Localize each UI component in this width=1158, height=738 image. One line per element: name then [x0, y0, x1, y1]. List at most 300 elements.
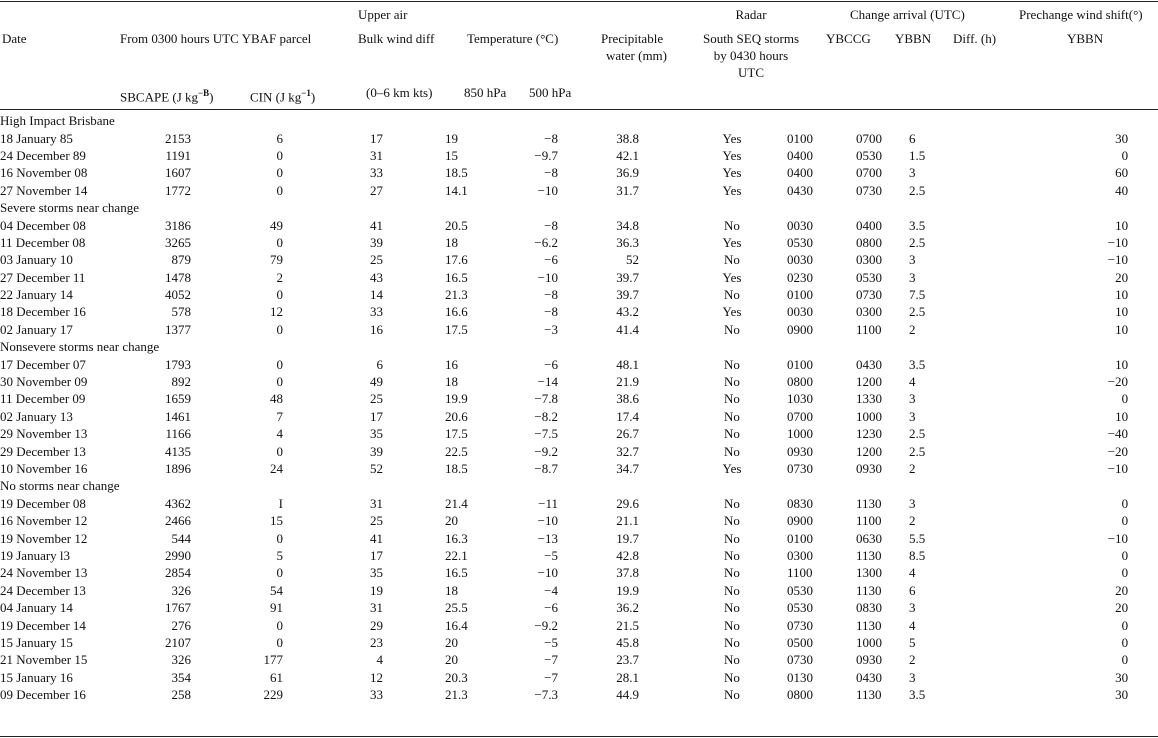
- diff-cell: 2: [909, 461, 916, 476]
- header-change-arrival: Change arrival (UTC): [850, 7, 965, 22]
- group-label: No storms near change: [0, 478, 120, 494]
- header-ybbn: YBBN: [895, 31, 932, 46]
- t850-cell: 18.5: [445, 165, 468, 181]
- table-row: [0, 303, 1158, 320]
- ybccg-cell: 0900: [787, 321, 813, 337]
- wind-shift-cell: 0: [1121, 147, 1129, 163]
- diff-cell: 4: [909, 374, 916, 390]
- ybbn-cell: 1230: [856, 426, 882, 442]
- pw-cell: 29.6: [616, 495, 639, 511]
- pw-cell: 41.4: [616, 321, 639, 337]
- date-cell: 21 November 15: [0, 652, 88, 668]
- table-row: [0, 373, 1158, 390]
- ybbn-cell: 0830: [856, 600, 882, 616]
- pw-cell: 44.9: [616, 687, 639, 703]
- sbcape-cell: 4362: [165, 495, 191, 511]
- cin-cell: 177: [263, 652, 283, 668]
- cin-cell: 49: [270, 217, 283, 233]
- t850-cell: 19.9: [445, 391, 468, 407]
- table-row: [0, 616, 1158, 633]
- header-date: Date: [2, 31, 27, 46]
- t850-cell: 20.6: [445, 408, 468, 424]
- diff-cell: 2.5: [909, 304, 926, 320]
- pw-cell: 48.1: [616, 356, 639, 372]
- group-label: High Impact Brisbane: [0, 113, 115, 129]
- date-cell: 29 November 13: [0, 426, 88, 442]
- cin-cell: 0: [276, 182, 283, 198]
- sbcape-cell: 2153: [165, 130, 191, 146]
- t850-cell: 21.3: [445, 287, 468, 303]
- ybbn-cell: 1300: [856, 565, 882, 581]
- t500-cell: −10: [537, 565, 558, 581]
- header-sbcape: [120, 85, 214, 105]
- sbcape-cell: 326: [171, 652, 191, 668]
- sbcape-cell: 1461: [165, 408, 191, 424]
- group-label: Severe storms near change: [0, 200, 139, 216]
- radar-cell: No: [724, 321, 740, 337]
- date-cell: 27 December 11: [0, 269, 86, 285]
- t850-cell: 17.6: [445, 252, 468, 268]
- bulk-wind-cell: 19: [370, 582, 383, 598]
- group-row: [0, 477, 1158, 494]
- diff-cell: 6: [909, 582, 916, 598]
- diff-cell: 3: [909, 269, 916, 285]
- ybbn-cell: 1200: [856, 443, 882, 459]
- diff-cell: 3: [909, 669, 916, 685]
- ybccg-cell: 0030: [787, 304, 813, 320]
- group-row: [0, 112, 1158, 129]
- ybbn-cell: 0730: [856, 182, 882, 198]
- radar-cell: No: [724, 617, 740, 633]
- bulk-wind-cell: 35: [370, 565, 383, 581]
- cin-cell: 0: [276, 287, 283, 303]
- diff-cell: 3.5: [909, 217, 926, 233]
- top-rule: [0, 1, 1158, 2]
- bulk-wind-cell: 31: [370, 600, 383, 616]
- table-row: [0, 286, 1158, 303]
- table-row: [0, 321, 1158, 338]
- table-row: [0, 547, 1158, 564]
- pw-cell: 34.8: [616, 217, 639, 233]
- sbcape-cell: 578: [171, 304, 191, 320]
- bulk-wind-cell: 39: [370, 234, 383, 250]
- wind-shift-cell: 0: [1121, 617, 1129, 633]
- pw-cell: 23.7: [616, 652, 639, 668]
- sbcape-cell: 1191: [165, 147, 191, 163]
- sbcape-cell: 3265: [165, 234, 191, 250]
- cin-cell: 48: [270, 391, 283, 407]
- pw-cell: 39.7: [616, 287, 639, 303]
- t850-cell: 20: [445, 634, 458, 650]
- ybccg-cell: 0700: [787, 408, 813, 424]
- cin-cell: 24: [270, 461, 283, 476]
- wind-shift-cell: −10: [1107, 234, 1129, 250]
- header-radar-line3: UTC: [738, 65, 764, 80]
- pw-cell: 32.7: [616, 443, 639, 459]
- header-radar: Radar: [735, 7, 767, 22]
- sbcape-cell: 879: [171, 252, 191, 268]
- t500-cell: −5: [544, 634, 558, 650]
- ybccg-cell: 0400: [787, 165, 813, 181]
- wind-shift-cell: −20: [1107, 374, 1129, 390]
- table-row: [0, 251, 1158, 268]
- t850-cell: 18: [445, 582, 458, 598]
- pw-cell: 43.2: [616, 304, 639, 320]
- ybccg-cell: 1030: [787, 391, 813, 407]
- ybccg-cell: 0400: [787, 147, 813, 163]
- wind-shift-cell: 20: [1115, 269, 1129, 285]
- t500-cell: −9.7: [534, 147, 558, 163]
- radar-cell: Yes: [722, 147, 742, 163]
- table-row: [0, 686, 1158, 703]
- sbcape-cell: 892: [171, 374, 191, 390]
- ybbn-cell: 0930: [856, 652, 882, 668]
- bulk-wind-cell: 17: [370, 547, 383, 563]
- t850-cell: 21.3: [445, 687, 468, 703]
- header-cin-text: CIN (J kg: [250, 89, 302, 105]
- sbcape-cell: 2107: [165, 634, 191, 650]
- table-row: [0, 582, 1158, 599]
- date-cell: 11 December 08: [0, 234, 86, 250]
- wind-shift-cell: 30: [1115, 130, 1129, 146]
- table-row: [0, 425, 1158, 442]
- pw-cell: 36.2: [616, 600, 639, 616]
- date-cell: 15 January 16: [0, 669, 73, 685]
- t500-cell: −7: [544, 669, 558, 685]
- bulk-wind-cell: 33: [370, 165, 383, 181]
- t850-cell: 17.5: [445, 321, 468, 337]
- t500-cell: −4: [544, 582, 558, 598]
- cin-cell: 12: [270, 304, 283, 320]
- wind-shift-cell: 0: [1121, 652, 1129, 668]
- header-bulk-wind: Bulk wind diff: [358, 31, 435, 46]
- t850-cell: 16.6: [445, 304, 468, 320]
- header-radar-line1: South SEQ storms: [702, 31, 800, 46]
- wind-shift-cell: 20: [1115, 600, 1129, 616]
- ybccg-cell: 0230: [787, 269, 813, 285]
- pw-cell: 52: [626, 252, 639, 268]
- table-row: [0, 147, 1158, 164]
- wind-shift-cell: 40: [1115, 182, 1129, 198]
- ybbn-cell: 0300: [856, 304, 882, 320]
- wind-shift-cell: −20: [1107, 443, 1129, 459]
- sbcape-cell: 1659: [165, 391, 191, 407]
- radar-cell: No: [724, 443, 740, 459]
- t500-cell: −9.2: [534, 617, 558, 633]
- pw-cell: 38.6: [616, 391, 639, 407]
- ybccg-cell: 0100: [787, 530, 813, 546]
- pw-cell: 42.1: [616, 147, 639, 163]
- ybccg-cell: 0530: [787, 234, 813, 250]
- table-row: [0, 390, 1158, 407]
- ybbn-cell: 0430: [856, 669, 882, 685]
- ybbn-cell: 0530: [856, 147, 882, 163]
- ybbn-cell: 0930: [856, 461, 882, 476]
- ybbn-cell: 0530: [856, 269, 882, 285]
- sbcape-cell: 2466: [165, 513, 191, 529]
- t500-cell: −8: [544, 304, 558, 320]
- radar-cell: No: [724, 374, 740, 390]
- ybccg-cell: 0500: [787, 634, 813, 650]
- t850-cell: 18: [445, 374, 458, 390]
- radar-cell: No: [724, 408, 740, 424]
- group-label: Nonsevere storms near change: [0, 339, 160, 355]
- pw-cell: 19.7: [616, 530, 639, 546]
- sbcape-cell: 1377: [165, 321, 191, 337]
- bulk-wind-cell: 41: [370, 530, 383, 546]
- ybccg-cell: 0730: [787, 461, 813, 476]
- diff-cell: 3: [909, 391, 916, 407]
- table-row: [0, 512, 1158, 529]
- header-pw-line1: Precipitable: [601, 31, 664, 46]
- table-row: [0, 269, 1158, 286]
- table-row: [0, 355, 1158, 372]
- t850-cell: 16: [445, 356, 458, 372]
- date-cell: 19 December 14: [0, 617, 86, 633]
- cin-cell: I: [278, 495, 283, 511]
- group-row: [0, 338, 1158, 355]
- table-row: [0, 216, 1158, 233]
- wind-shift-cell: −10: [1107, 252, 1129, 268]
- pw-cell: 21.5: [616, 617, 639, 633]
- ybbn-cell: 1100: [856, 513, 882, 529]
- t850-cell: 21.4: [445, 495, 468, 511]
- pw-cell: 34.7: [616, 461, 639, 476]
- t500-cell: −8: [544, 287, 558, 303]
- radar-cell: No: [724, 391, 740, 407]
- wind-shift-cell: 0: [1121, 634, 1129, 650]
- date-cell: 03 January 10: [0, 252, 73, 268]
- ybbn-cell: 1100: [856, 321, 882, 337]
- cin-cell: 2: [276, 269, 283, 285]
- diff-cell: 2: [909, 652, 916, 668]
- date-cell: 19 January l3: [0, 547, 71, 563]
- radar-cell: No: [724, 426, 740, 442]
- wind-shift-cell: −10: [1107, 530, 1129, 546]
- table-row: [0, 129, 1158, 146]
- pw-cell: 42.8: [616, 547, 639, 563]
- sbcape-cell: 276: [171, 617, 191, 633]
- ybccg-cell: 0130: [787, 669, 813, 685]
- diff-cell: 2.5: [909, 182, 926, 198]
- ybccg-cell: 0730: [787, 617, 813, 633]
- header-rule: [0, 109, 1158, 110]
- table-row: [0, 651, 1158, 668]
- ybccg-cell: 0300: [787, 547, 813, 563]
- pw-cell: 36.3: [616, 234, 639, 250]
- t850-cell: 20.5: [445, 217, 468, 233]
- sbcape-cell: 326: [171, 582, 191, 598]
- date-cell: 15 January 15: [0, 634, 73, 650]
- data-table: [0, 112, 1158, 703]
- header-upper-air: Upper air: [358, 7, 408, 22]
- ybccg-cell: 0100: [787, 356, 813, 372]
- date-cell: 30 November 09: [0, 374, 88, 390]
- table-row: [0, 529, 1158, 546]
- date-cell: 02 January 17: [0, 321, 73, 337]
- date-cell: 24 December 13: [0, 582, 86, 598]
- ybbn-cell: 1130: [856, 582, 882, 598]
- ybbn-cell: 1000: [856, 408, 882, 424]
- bulk-wind-cell: 41: [370, 217, 383, 233]
- ybbn-cell: 1330: [856, 391, 882, 407]
- header-t500: 500 hPa: [529, 85, 572, 100]
- diff-cell: 3.5: [909, 687, 926, 703]
- diff-cell: 2.5: [909, 426, 926, 442]
- radar-cell: No: [724, 669, 740, 685]
- cin-cell: 5: [276, 547, 283, 563]
- radar-cell: Yes: [722, 269, 742, 285]
- t850-cell: 15: [445, 147, 458, 163]
- bulk-wind-cell: 33: [370, 304, 383, 320]
- cin-cell: 61: [270, 669, 283, 685]
- ybccg-cell: 0830: [787, 495, 813, 511]
- date-cell: 18 January 85: [0, 130, 73, 146]
- bulk-wind-cell: 35: [370, 426, 383, 442]
- diff-cell: 7.5: [909, 287, 926, 303]
- t500-cell: −6: [544, 356, 558, 372]
- t850-cell: 25.5: [445, 600, 468, 616]
- radar-cell: Yes: [722, 182, 742, 198]
- bulk-wind-cell: 39: [370, 443, 383, 459]
- sbcape-cell: 258: [171, 687, 191, 703]
- radar-cell: No: [724, 217, 740, 233]
- t500-cell: −9.2: [534, 443, 558, 459]
- t500-cell: −5: [544, 547, 558, 563]
- radar-cell: No: [724, 565, 740, 581]
- diff-cell: 4: [909, 565, 916, 581]
- radar-cell: No: [724, 287, 740, 303]
- diff-cell: 2: [909, 513, 916, 529]
- date-cell: 02 January 13: [0, 408, 73, 424]
- sbcape-cell: 354: [171, 669, 191, 685]
- t500-cell: −8.7: [534, 461, 558, 476]
- wind-shift-cell: 10: [1115, 287, 1129, 303]
- cin-cell: 0: [276, 617, 283, 633]
- ybbn-cell: 0730: [856, 287, 882, 303]
- t500-cell: −14: [537, 374, 558, 390]
- bulk-wind-cell: 33: [370, 687, 383, 703]
- ybccg-cell: 0800: [787, 687, 813, 703]
- ybbn-cell: 1130: [856, 495, 882, 511]
- bulk-wind-cell: 52: [370, 461, 383, 476]
- cin-cell: 229: [263, 687, 283, 703]
- diff-cell: 3: [909, 600, 916, 616]
- cin-cell: 0: [276, 356, 283, 372]
- t850-cell: 16.4: [445, 617, 468, 633]
- pw-cell: 28.1: [616, 669, 639, 685]
- sbcape-cell: 1793: [165, 356, 191, 372]
- t850-cell: 16.3: [445, 530, 468, 546]
- bulk-wind-cell: 14: [370, 287, 383, 303]
- t500-cell: −7.3: [534, 687, 558, 703]
- cin-cell: 0: [276, 634, 283, 650]
- t500-cell: −8: [544, 217, 558, 233]
- diff-cell: 1.5: [909, 147, 926, 163]
- cin-cell: 7: [276, 408, 283, 424]
- header-ybccg: YBCCG: [826, 31, 871, 46]
- header-sbcape-text: SBCAPE (J kg: [120, 89, 199, 105]
- diff-cell: 3: [909, 165, 916, 181]
- t500-cell: −10: [537, 269, 558, 285]
- t850-cell: 19: [445, 130, 458, 146]
- ybccg-cell: 1000: [787, 426, 813, 442]
- wind-shift-cell: 20: [1115, 582, 1129, 598]
- ybbn-cell: 1130: [856, 547, 882, 563]
- t850-cell: 16.5: [445, 269, 468, 285]
- bulk-wind-cell: 27: [370, 182, 383, 198]
- t500-cell: −3: [544, 321, 558, 337]
- t850-cell: 14.1: [445, 182, 468, 198]
- t850-cell: 18: [445, 234, 458, 250]
- date-cell: 09 December 16: [0, 687, 86, 703]
- bulk-wind-cell: 4: [376, 652, 383, 668]
- table-row: [0, 442, 1158, 459]
- pw-cell: 21.1: [616, 513, 639, 529]
- radar-cell: Yes: [722, 461, 742, 476]
- ybbn-cell: 1200: [856, 374, 882, 390]
- diff-cell: 3.5: [909, 356, 926, 372]
- sbcape-cell: 1896: [165, 461, 191, 476]
- wind-shift-cell: 10: [1115, 321, 1129, 337]
- cin-cell: 54: [270, 582, 283, 598]
- sbcape-cell: 544: [171, 530, 191, 546]
- radar-cell: No: [724, 513, 740, 529]
- header-parcel: From 0300 hours UTC YBAF parcel: [120, 31, 312, 46]
- t850-cell: 22.5: [445, 443, 468, 459]
- wind-shift-cell: −40: [1107, 426, 1129, 442]
- t850-cell: 20.3: [445, 669, 468, 685]
- header-radar-line2: by 0430 hours: [713, 48, 789, 63]
- diff-cell: 3: [909, 252, 916, 268]
- header-cin-close: ): [310, 89, 316, 105]
- wind-shift-cell: 60: [1115, 165, 1129, 181]
- radar-cell: No: [724, 547, 740, 563]
- bulk-wind-cell: 31: [370, 495, 383, 511]
- t850-cell: 22.1: [445, 547, 468, 563]
- header-t850: 850 hPa: [464, 85, 507, 100]
- cin-cell: 79: [270, 252, 283, 268]
- date-cell: 22 January 14: [0, 287, 73, 303]
- pw-cell: 37.8: [616, 565, 639, 581]
- diff-cell: 2: [909, 321, 916, 337]
- wind-shift-cell: 0: [1121, 495, 1129, 511]
- table-row: [0, 460, 1158, 477]
- date-cell: 17 December 07: [0, 356, 86, 372]
- date-cell: 04 January 14: [0, 600, 73, 616]
- wind-shift-cell: 10: [1115, 356, 1129, 372]
- cin-cell: 0: [276, 374, 283, 390]
- ybccg-cell: 0030: [787, 252, 813, 268]
- date-cell: 18 December 16: [0, 304, 86, 320]
- t500-cell: −7.8: [534, 391, 558, 407]
- t500-cell: −13: [537, 530, 558, 546]
- diff-cell: 8.5: [909, 547, 926, 563]
- sbcape-cell: 4052: [165, 287, 191, 303]
- radar-cell: Yes: [722, 234, 742, 250]
- pw-cell: 38.8: [616, 130, 639, 146]
- ybbn-cell: 0400: [856, 217, 882, 233]
- group-row: [0, 199, 1158, 216]
- radar-cell: No: [724, 530, 740, 546]
- ybccg-cell: 0930: [787, 443, 813, 459]
- ybbn-cell: 0700: [856, 130, 882, 146]
- t500-cell: −6.2: [534, 234, 558, 250]
- sbcape-cell: 2854: [165, 565, 191, 581]
- sbcape-cell: 1607: [165, 165, 191, 181]
- date-cell: 29 December 13: [0, 443, 86, 459]
- ybccg-cell: 0030: [787, 217, 813, 233]
